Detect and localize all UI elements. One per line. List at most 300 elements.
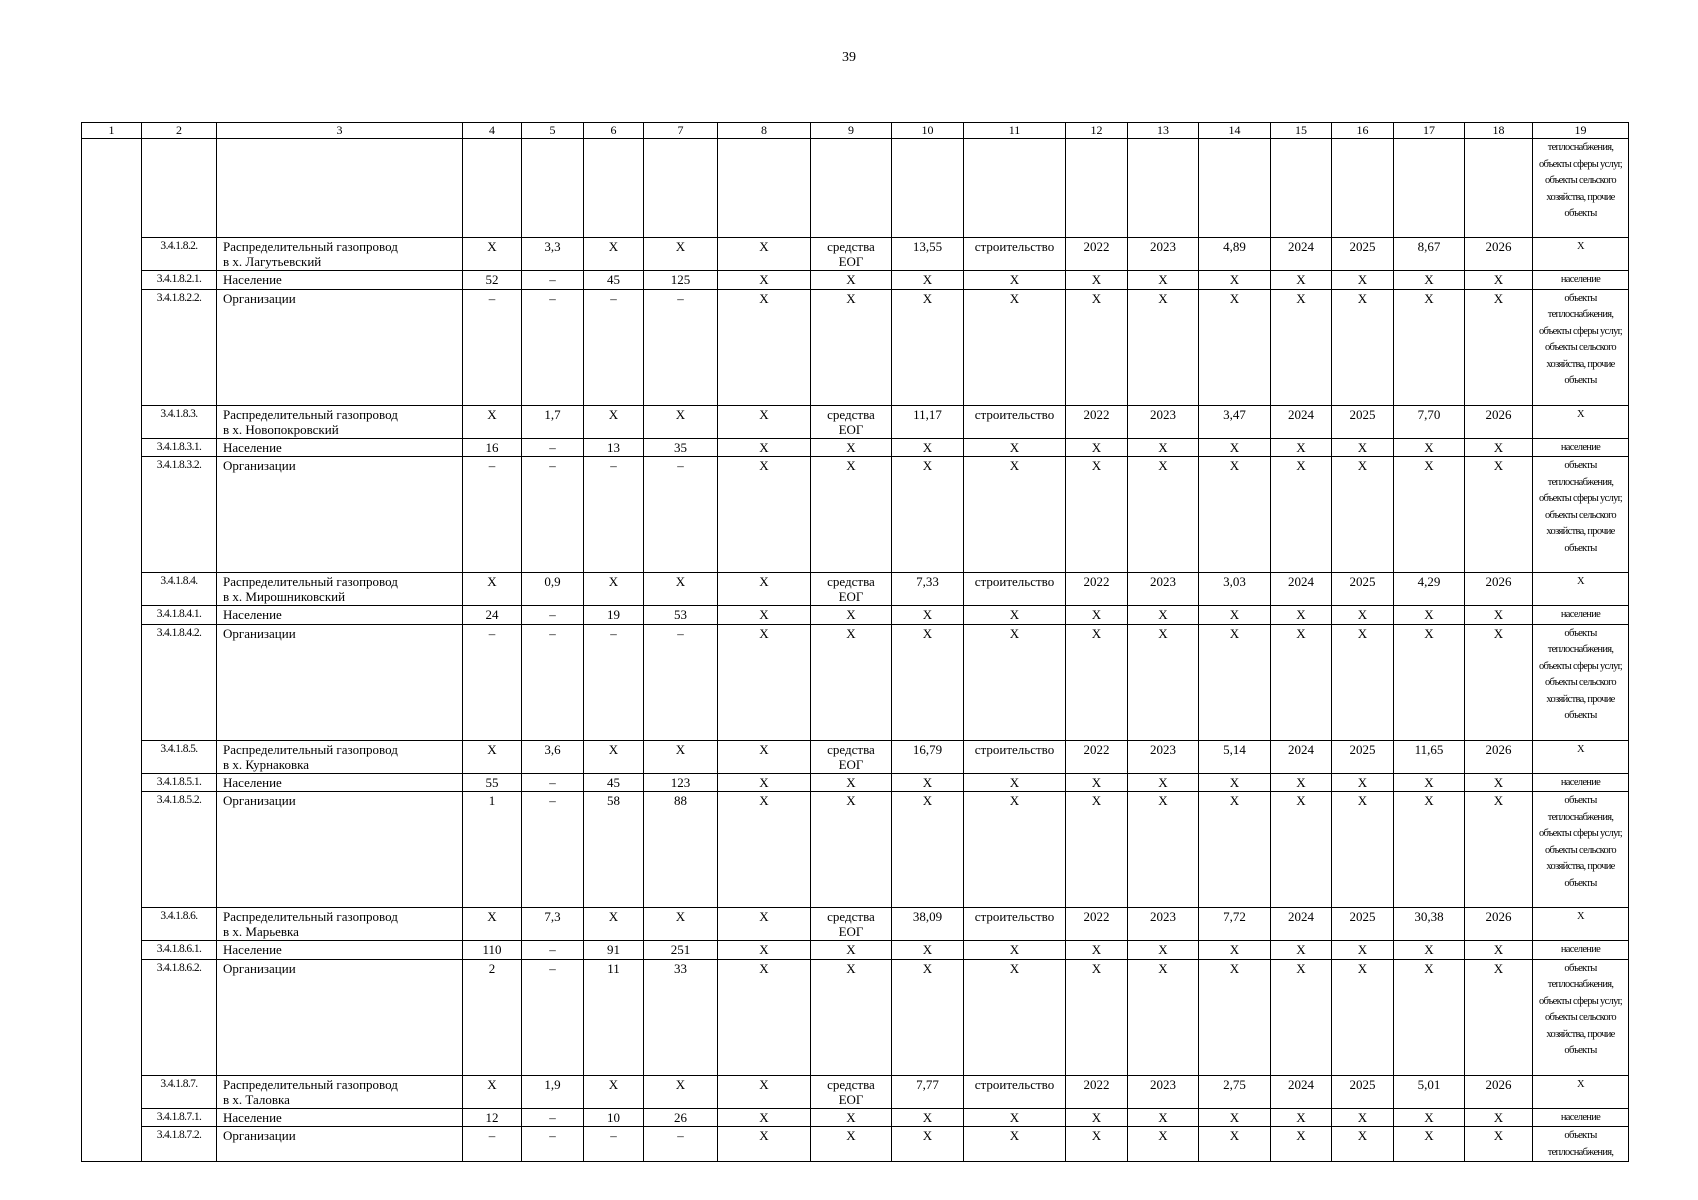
cell-c18: Х <box>1465 271 1533 290</box>
cell-c9: Х <box>811 438 892 457</box>
cell-c13: Х <box>1128 624 1199 740</box>
table-row <box>82 1127 1629 1162</box>
cell-c14: Х <box>1199 941 1271 960</box>
cell-c17: 5,01 <box>1394 1075 1465 1108</box>
cell-c16: Х <box>1332 271 1394 290</box>
cell-c8: Х <box>718 773 811 792</box>
cell-c17: Х <box>1394 1127 1465 1162</box>
item-name: Организации <box>217 959 463 1075</box>
cell-c4: Х <box>463 740 522 773</box>
cell-c7: 33 <box>644 959 718 1075</box>
cell-c11: строительство <box>964 573 1066 606</box>
cell-c18: Х <box>1465 773 1533 792</box>
empty-cell <box>644 139 718 238</box>
cell-c9: Х <box>811 624 892 740</box>
cell-c12: Х <box>1066 941 1128 960</box>
cell-c18: 2026 <box>1465 740 1533 773</box>
table-row <box>82 959 1629 1075</box>
cell-c17: Х <box>1394 1108 1465 1127</box>
cell-c4: – <box>463 624 522 740</box>
cell-c12: Х <box>1066 959 1128 1075</box>
cell-c14: Х <box>1199 1127 1271 1162</box>
cell-c5: – <box>522 792 584 908</box>
cell-c8: Х <box>718 1127 811 1162</box>
item-code: 3.4.1.8.4.2. <box>142 624 217 740</box>
cell-c7: Х <box>644 573 718 606</box>
cell-c17: 8,67 <box>1394 238 1465 271</box>
cell-c17: Х <box>1394 606 1465 625</box>
cell-c4: – <box>463 457 522 573</box>
cell-c16: Х <box>1332 941 1394 960</box>
column-number-2: 2 <box>142 123 217 139</box>
cell-c10: 38,09 <box>892 908 964 941</box>
cell-c13: 2023 <box>1128 573 1199 606</box>
cell-c9: Х <box>811 792 892 908</box>
cell-c11: Х <box>964 289 1066 405</box>
cell-c15: Х <box>1271 1127 1332 1162</box>
cell-c4: Х <box>463 405 522 438</box>
cell-c4: 2 <box>463 959 522 1075</box>
cell-c7: – <box>644 1127 718 1162</box>
cell-c15: 2024 <box>1271 740 1332 773</box>
cell-c14: Х <box>1199 457 1271 573</box>
column-1-cell <box>82 139 142 1162</box>
item-code: 3.4.1.8.3.1. <box>142 438 217 457</box>
cell-c10: 16,79 <box>892 740 964 773</box>
cell-c18: Х <box>1465 941 1533 960</box>
cell-c12: Х <box>1066 457 1128 573</box>
column-number-14: 14 <box>1199 123 1271 139</box>
purpose-cell: теплоснабжения, объекты сферы услуг, объекты сельского хозяйства, прочие объекты <box>1533 139 1629 238</box>
cell-c6: 45 <box>584 271 644 290</box>
item-name: Распределительный газопровод в х. Курнаковка <box>217 740 463 773</box>
cell-c4: 55 <box>463 773 522 792</box>
cell-c6: 10 <box>584 1108 644 1127</box>
cell-c12: 2022 <box>1066 740 1128 773</box>
cell-c4: 24 <box>463 606 522 625</box>
column-number-row <box>82 123 1629 139</box>
cell-c14: Х <box>1199 624 1271 740</box>
cell-c9: средства ЕОГ <box>811 238 892 271</box>
item-code: 3.4.1.8.5.2. <box>142 792 217 908</box>
item-code: 3.4.1.8.6. <box>142 908 217 941</box>
cell-c18: 2026 <box>1465 573 1533 606</box>
cell-c11: Х <box>964 1108 1066 1127</box>
cell-c8: Х <box>718 457 811 573</box>
cell-c6: 45 <box>584 773 644 792</box>
cell-c7: 26 <box>644 1108 718 1127</box>
table-row-continued <box>82 139 1629 238</box>
cell-c5: – <box>522 624 584 740</box>
investment-table <box>81 122 1629 1162</box>
cell-c4: – <box>463 1127 522 1162</box>
cell-c18: Х <box>1465 959 1533 1075</box>
cell-c11: Х <box>964 438 1066 457</box>
item-code: 3.4.1.8.4.1. <box>142 606 217 625</box>
cell-c15: 2024 <box>1271 908 1332 941</box>
cell-c5: – <box>522 773 584 792</box>
item-name: Население <box>217 773 463 792</box>
cell-c5: 3,6 <box>522 740 584 773</box>
cell-c10: Х <box>892 1108 964 1127</box>
column-number-11: 11 <box>964 123 1066 139</box>
cell-c14: 7,72 <box>1199 908 1271 941</box>
cell-c5: – <box>522 959 584 1075</box>
cell-c8: Х <box>718 740 811 773</box>
cell-c11: строительство <box>964 405 1066 438</box>
cell-c18: 2026 <box>1465 1075 1533 1108</box>
cell-c7: 125 <box>644 271 718 290</box>
cell-c8: Х <box>718 941 811 960</box>
cell-c19: объекты теплоснабжения, объекты сферы услуг, объекты сельского хозяйства, прочие объекты <box>1533 792 1629 908</box>
cell-c12: Х <box>1066 792 1128 908</box>
cell-c5: – <box>522 941 584 960</box>
cell-c12: Х <box>1066 1108 1128 1127</box>
item-code: 3.4.1.8.3. <box>142 405 217 438</box>
column-number-16: 16 <box>1332 123 1394 139</box>
cell-c16: Х <box>1332 289 1394 405</box>
column-number-18: 18 <box>1465 123 1533 139</box>
cell-c15: Х <box>1271 438 1332 457</box>
empty-cell <box>584 139 644 238</box>
cell-c15: Х <box>1271 1108 1332 1127</box>
column-number-19: 19 <box>1533 123 1629 139</box>
cell-c15: 2024 <box>1271 405 1332 438</box>
cell-c8: Х <box>718 1108 811 1127</box>
cell-c4: 16 <box>463 438 522 457</box>
cell-c14: 3,03 <box>1199 573 1271 606</box>
cell-c9: Х <box>811 941 892 960</box>
item-code: 3.4.1.8.3.2. <box>142 457 217 573</box>
cell-c4: 1 <box>463 792 522 908</box>
cell-c14: Х <box>1199 792 1271 908</box>
item-name: Организации <box>217 457 463 573</box>
cell-c5: – <box>522 438 584 457</box>
cell-c17: 30,38 <box>1394 908 1465 941</box>
cell-c9: Х <box>811 959 892 1075</box>
cell-c4: Х <box>463 238 522 271</box>
cell-c15: Х <box>1271 289 1332 405</box>
column-number-15: 15 <box>1271 123 1332 139</box>
cell-c18: Х <box>1465 1108 1533 1127</box>
cell-c19: объекты теплоснабжения, объекты сферы услуг, объекты сельского хозяйства, прочие объекты <box>1533 457 1629 573</box>
cell-c16: Х <box>1332 959 1394 1075</box>
cell-c16: Х <box>1332 624 1394 740</box>
cell-c19: Х <box>1533 405 1629 438</box>
cell-c16: 2025 <box>1332 908 1394 941</box>
cell-c18: Х <box>1465 438 1533 457</box>
cell-c14: Х <box>1199 773 1271 792</box>
cell-c5: 3,3 <box>522 238 584 271</box>
cell-c13: Х <box>1128 271 1199 290</box>
item-name: Организации <box>217 792 463 908</box>
cell-c14: Х <box>1199 1108 1271 1127</box>
cell-c12: Х <box>1066 624 1128 740</box>
cell-c8: Х <box>718 438 811 457</box>
cell-c15: Х <box>1271 271 1332 290</box>
cell-c17: Х <box>1394 773 1465 792</box>
cell-c6: 13 <box>584 438 644 457</box>
column-number-13: 13 <box>1128 123 1199 139</box>
table-row <box>82 457 1629 573</box>
cell-c19: Х <box>1533 908 1629 941</box>
cell-c17: Х <box>1394 959 1465 1075</box>
cell-c7: – <box>644 457 718 573</box>
empty-cell <box>1199 139 1271 238</box>
cell-c11: Х <box>964 1127 1066 1162</box>
cell-c13: Х <box>1128 1127 1199 1162</box>
column-number-7: 7 <box>644 123 718 139</box>
cell-c7: Х <box>644 405 718 438</box>
cell-c6: 19 <box>584 606 644 625</box>
cell-c11: Х <box>964 773 1066 792</box>
cell-c19: объекты теплоснабжения, объекты сферы услуг, объекты сельского хозяйства, прочие объекты <box>1533 624 1629 740</box>
cell-c11: Х <box>964 606 1066 625</box>
cell-c16: Х <box>1332 1108 1394 1127</box>
cell-c19: население <box>1533 773 1629 792</box>
cell-c13: Х <box>1128 773 1199 792</box>
cell-c8: Х <box>718 271 811 290</box>
column-number-9: 9 <box>811 123 892 139</box>
cell-c16: 2025 <box>1332 238 1394 271</box>
item-name: Распределительный газопровод в х. Новопокровский <box>217 405 463 438</box>
item-code: 3.4.1.8.2. <box>142 238 217 271</box>
empty-cell <box>463 139 522 238</box>
empty-cell <box>964 139 1066 238</box>
item-code: 3.4.1.8.7.1. <box>142 1108 217 1127</box>
cell-c16: Х <box>1332 773 1394 792</box>
cell-c10: Х <box>892 959 964 1075</box>
cell-c12: Х <box>1066 289 1128 405</box>
cell-c11: Х <box>964 941 1066 960</box>
cell-c19: население <box>1533 606 1629 625</box>
cell-c19: население <box>1533 438 1629 457</box>
cell-c7: Х <box>644 908 718 941</box>
cell-c15: Х <box>1271 606 1332 625</box>
table-row <box>82 740 1629 773</box>
cell-c8: Х <box>718 1075 811 1108</box>
cell-c9: Х <box>811 773 892 792</box>
cell-c13: 2023 <box>1128 908 1199 941</box>
cell-c8: Х <box>718 573 811 606</box>
table-row <box>82 908 1629 941</box>
table-row <box>82 573 1629 606</box>
item-name: Организации <box>217 289 463 405</box>
cell-c4: 12 <box>463 1108 522 1127</box>
cell-c9: Х <box>811 271 892 290</box>
cell-c4: Х <box>463 573 522 606</box>
item-code: 3.4.1.8.5.1. <box>142 773 217 792</box>
cell-c9: средства ЕОГ <box>811 908 892 941</box>
cell-c10: Х <box>892 624 964 740</box>
table-row <box>82 271 1629 290</box>
cell-c18: Х <box>1465 1127 1533 1162</box>
cell-c18: 2026 <box>1465 908 1533 941</box>
cell-c18: 2026 <box>1465 238 1533 271</box>
cell-c10: Х <box>892 792 964 908</box>
cell-c7: 35 <box>644 438 718 457</box>
cell-c8: Х <box>718 624 811 740</box>
cell-c11: Х <box>964 792 1066 908</box>
column-number-6: 6 <box>584 123 644 139</box>
cell-c10: Х <box>892 438 964 457</box>
cell-c7: 123 <box>644 773 718 792</box>
cell-c5: – <box>522 271 584 290</box>
cell-c13: Х <box>1128 289 1199 405</box>
cell-c4: Х <box>463 908 522 941</box>
cell-c14: Х <box>1199 606 1271 625</box>
cell-c6: Х <box>584 908 644 941</box>
cell-c11: Х <box>964 624 1066 740</box>
cell-c14: 3,47 <box>1199 405 1271 438</box>
cell-c14: Х <box>1199 271 1271 290</box>
cell-c5: 7,3 <box>522 908 584 941</box>
table-row <box>82 941 1629 960</box>
table-row <box>82 405 1629 438</box>
cell-c12: 2022 <box>1066 573 1128 606</box>
column-number-10: 10 <box>892 123 964 139</box>
cell-c6: 11 <box>584 959 644 1075</box>
cell-c12: 2022 <box>1066 405 1128 438</box>
cell-c12: Х <box>1066 438 1128 457</box>
item-code: 3.4.1.8.7. <box>142 1075 217 1108</box>
item-name: Распределительный газопровод в х. Марьевка <box>217 908 463 941</box>
empty-cell <box>1394 139 1465 238</box>
empty-cell <box>1332 139 1394 238</box>
cell-c11: строительство <box>964 238 1066 271</box>
cell-c6: 58 <box>584 792 644 908</box>
item-name: Распределительный газопровод в х. Лагутьевский <box>217 238 463 271</box>
cell-c17: Х <box>1394 792 1465 908</box>
cell-c10: Х <box>892 606 964 625</box>
cell-c15: Х <box>1271 959 1332 1075</box>
cell-c4: – <box>463 289 522 405</box>
cell-c13: Х <box>1128 941 1199 960</box>
cell-c13: 2023 <box>1128 740 1199 773</box>
cell-c6: – <box>584 457 644 573</box>
cell-c15: Х <box>1271 792 1332 908</box>
cell-c18: Х <box>1465 457 1533 573</box>
cell-c6: – <box>584 1127 644 1162</box>
cell-c7: 88 <box>644 792 718 908</box>
cell-c19: объекты теплоснабжения, объекты сферы услуг, объекты сельского хозяйства, прочие объекты <box>1533 959 1629 1075</box>
cell-c19: население <box>1533 271 1629 290</box>
cell-c10: Х <box>892 457 964 573</box>
cell-c13: Х <box>1128 457 1199 573</box>
cell-c19: объекты теплоснабжения, <box>1533 1127 1629 1162</box>
cell-c5: – <box>522 289 584 405</box>
cell-c12: Х <box>1066 773 1128 792</box>
cell-c5: 1,9 <box>522 1075 584 1108</box>
cell-c17: Х <box>1394 438 1465 457</box>
cell-c17: Х <box>1394 624 1465 740</box>
cell-c14: Х <box>1199 289 1271 405</box>
item-name: Организации <box>217 624 463 740</box>
cell-c12: Х <box>1066 1127 1128 1162</box>
cell-c9: Х <box>811 289 892 405</box>
cell-c8: Х <box>718 792 811 908</box>
empty-cell <box>217 139 463 238</box>
empty-cell <box>1066 139 1128 238</box>
cell-c9: средства ЕОГ <box>811 1075 892 1108</box>
cell-c12: 2022 <box>1066 238 1128 271</box>
cell-c16: Х <box>1332 457 1394 573</box>
table-row <box>82 289 1629 405</box>
item-name: Население <box>217 438 463 457</box>
cell-c19: население <box>1533 941 1629 960</box>
cell-c13: Х <box>1128 959 1199 1075</box>
cell-c5: 1,7 <box>522 405 584 438</box>
cell-c10: Х <box>892 773 964 792</box>
cell-c12: 2022 <box>1066 908 1128 941</box>
cell-c18: Х <box>1465 289 1533 405</box>
cell-c9: Х <box>811 1108 892 1127</box>
cell-c12: Х <box>1066 271 1128 290</box>
cell-c8: Х <box>718 405 811 438</box>
cell-c16: 2025 <box>1332 740 1394 773</box>
cell-c11: Х <box>964 457 1066 573</box>
empty-cell <box>142 139 217 238</box>
item-name: Распределительный газопровод в х. Таловка <box>217 1075 463 1108</box>
cell-c16: 2025 <box>1332 573 1394 606</box>
cell-c16: 2025 <box>1332 405 1394 438</box>
cell-c16: Х <box>1332 606 1394 625</box>
cell-c19: Х <box>1533 238 1629 271</box>
cell-c14: Х <box>1199 438 1271 457</box>
table-row <box>82 1075 1629 1108</box>
cell-c8: Х <box>718 606 811 625</box>
cell-c10: 11,17 <box>892 405 964 438</box>
column-number-3: 3 <box>217 123 463 139</box>
cell-c17: Х <box>1394 457 1465 573</box>
cell-c11: строительство <box>964 1075 1066 1108</box>
cell-c12: Х <box>1066 606 1128 625</box>
cell-c19: объекты теплоснабжения, объекты сферы услуг, объекты сельского хозяйства, прочие объекты <box>1533 289 1629 405</box>
table-row <box>82 792 1629 908</box>
cell-c18: 2026 <box>1465 405 1533 438</box>
empty-cell <box>718 139 811 238</box>
cell-c14: Х <box>1199 959 1271 1075</box>
table-row <box>82 1108 1629 1127</box>
column-number-4: 4 <box>463 123 522 139</box>
cell-c10: 7,33 <box>892 573 964 606</box>
cell-c9: средства ЕОГ <box>811 573 892 606</box>
cell-c9: Х <box>811 457 892 573</box>
cell-c19: Х <box>1533 740 1629 773</box>
cell-c16: 2025 <box>1332 1075 1394 1108</box>
table-row <box>82 438 1629 457</box>
cell-c13: Х <box>1128 792 1199 908</box>
empty-cell <box>1271 139 1332 238</box>
cell-c7: – <box>644 289 718 405</box>
cell-c10: Х <box>892 289 964 405</box>
cell-c7: 251 <box>644 941 718 960</box>
cell-c13: Х <box>1128 606 1199 625</box>
column-number-8: 8 <box>718 123 811 139</box>
cell-c9: средства ЕОГ <box>811 405 892 438</box>
column-number-1: 1 <box>82 123 142 139</box>
item-name: Население <box>217 606 463 625</box>
cell-c8: Х <box>718 959 811 1075</box>
cell-c17: 4,29 <box>1394 573 1465 606</box>
cell-c10: 7,77 <box>892 1075 964 1108</box>
cell-c19: Х <box>1533 1075 1629 1108</box>
cell-c10: Х <box>892 941 964 960</box>
cell-c6: Х <box>584 405 644 438</box>
cell-c16: Х <box>1332 1127 1394 1162</box>
cell-c7: Х <box>644 740 718 773</box>
cell-c14: 2,75 <box>1199 1075 1271 1108</box>
